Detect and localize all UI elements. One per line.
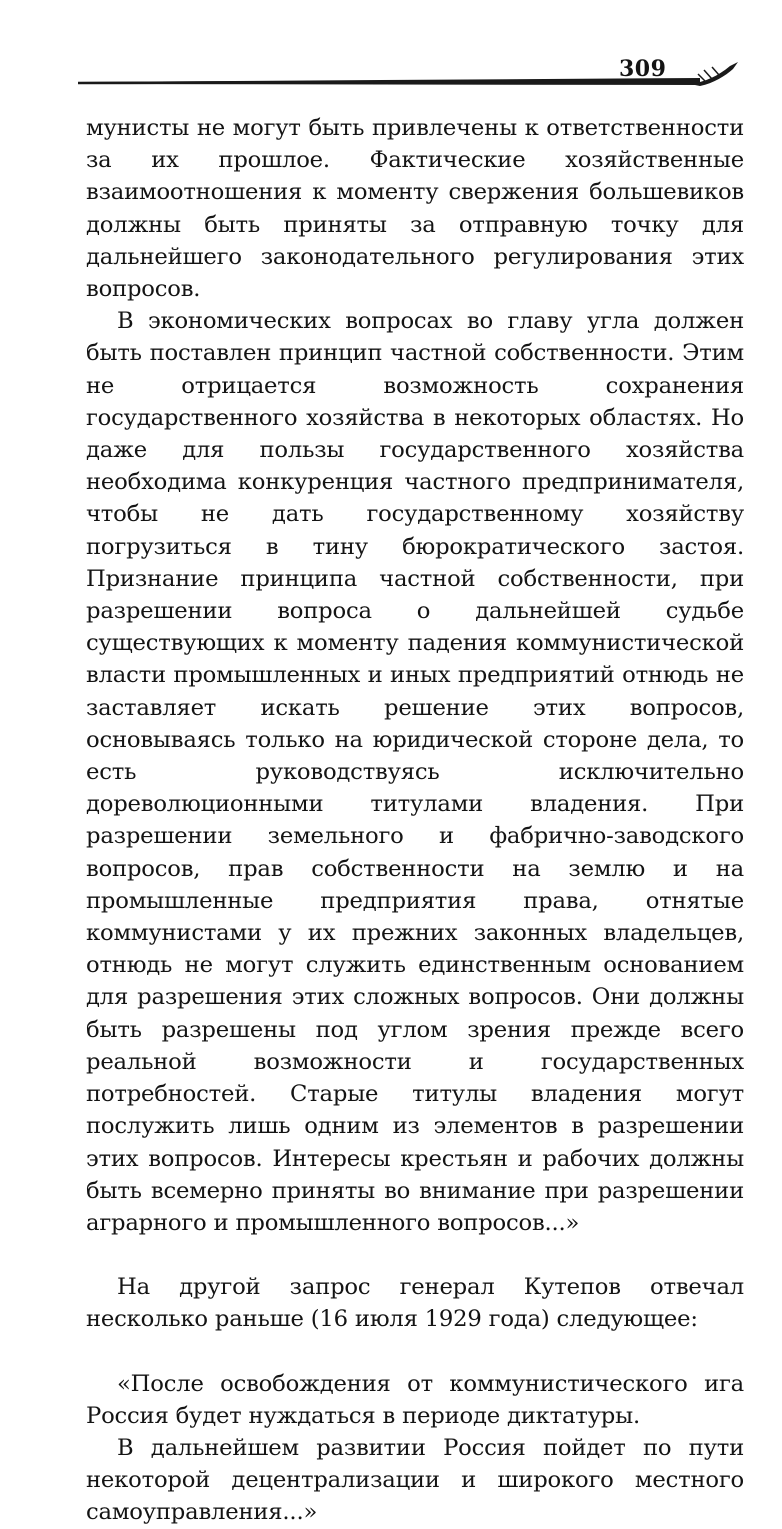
paragraph-4: «После освобождения от коммунистического ига Россия будет нуждаться в периоде диктатуры. [86, 1370, 744, 1429]
paragraph-5: В дальнейшем развитии Россия пойдет по пути некоторой децентрализации и широкого местного самоуправления...» [86, 1434, 744, 1526]
paragraph-1: мунисты не могут быть привлечены к ответственности за их прошлое. Фактические хозяйственные взаимоотношения к моменту свержения большевиков должны быть приняты за отправную точку для дальнейшего законодательного регулирования этих вопросов. [86, 115, 744, 303]
paragraph-spacer [86, 1239, 744, 1271]
paragraph-2: В экономических вопросах во главу угла должен быть поставлен принцип частной собственности. Этим не отрицается возможность сохранения государственного хозяйства в некоторых областях. Но даже для пользы государственного хозяйства необходима конкуренция частного предпринимателя, чтобы не дать государственному хозяйству погрузиться в тину бюрократического застоя. Признание принципа частной собственности, при разрешении вопроса о дальнейшей судьбе существующих к моменту падения коммунистической власти промышленных и иных предприятий отнюдь не заставляет искать решение этих вопросов, основываясь только на юридической стороне дела, то есть руководствуясь исключительно дореволюционными титулами владения. При разрешении земельного и фабрично-заводского вопросов, прав собственности на землю и на промышленные предприятия права, отнятые коммунистами у их прежних законных владельцев, отнюдь не могут служить единственным основанием для разрешения этих сложных вопросов. Они должны быть разрешены под углом зрения прежде всего реальной возможности и государственных потребностей. Старые титулы владения могут послужить лишь одним из элементов в разрешении этих вопросов. Интересы крестьян и рабочих должны быть всемерно приняты во внимание при разрешении аграрного и промышленного вопросов...» [86, 308, 744, 1236]
page-number: 309 [619, 56, 667, 82]
page-body [86, 112, 744, 1529]
paragraph-spacer [86, 1336, 744, 1368]
paragraph-3: На другой запрос генерал Кутепов отвечал несколько раньше (16 июля 1929 года) следующее: [86, 1274, 744, 1333]
page-header [0, 0, 782, 110]
